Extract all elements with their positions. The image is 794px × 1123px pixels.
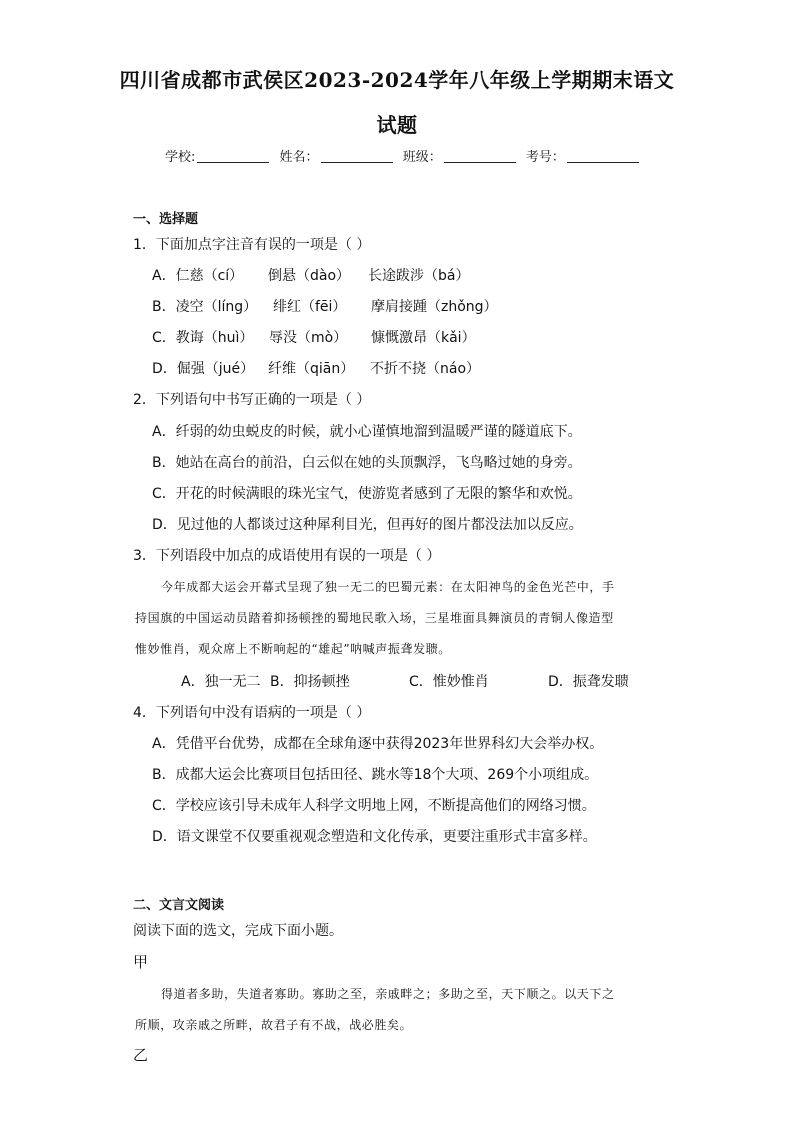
q1-c-2: 辱没（mò） [269,330,348,346]
section2-title: 二、文言文阅读 [133,898,225,913]
class-blank[interactable] [444,149,516,163]
number-label: 考号： [525,150,565,165]
passage-jia-label: 甲 [133,953,149,971]
q1-a-2: 倒悬（dào） [268,268,351,284]
q1-a-3: 长途跋涉（bá） [368,268,470,284]
q2-option-d[interactable]: D．见过他的人都谈过这种犀利目光，但再好的图片都没法加以反应。 [152,517,583,533]
q4-option-d[interactable]: D．语文课堂不仅要重视观念塑造和文化传承，更要注重形式丰富多样。 [152,829,597,845]
exam-title-line1: 四川省成都市武侯区2023-2024学年八年级上学期期末语文 [119,68,675,92]
passage-jia-line1: 得道者多助，失道者寡助。寡助之至，亲戚畔之；多助之至，天下顺之。以天下之 [161,987,615,1001]
section2-intro: 阅读下面的选文，完成下面小题。 [133,923,343,939]
q4-option-c[interactable]: C．学校应该引导未成年人科学文明地上网，不断提高他们的网络习惯。 [152,798,596,814]
q1-option-c[interactable] [152,327,476,347]
class-label: 班级： [402,150,442,165]
q2-option-b[interactable]: B．她站在高台的前沿，白云似在她的头顶飘浮，飞鸟略过她的身旁。 [152,455,582,471]
q2-option-c[interactable]: C．开花的时候满眼的珠光宝气，使游览者感到了无限的繁华和欢悦。 [152,486,582,502]
q4-stem: 4．下列语句中没有语病的一项是（ ） [133,705,371,721]
q2-stem: 2．下列语句中书写正确的一项是（ ） [133,392,371,408]
q1-b-3: 摩肩接踵（zhǒng） [371,299,498,315]
q4-option-b[interactable]: B．成都大运会比赛项目包括田径、跳水等18个大项、269个小项组成。 [152,767,599,783]
q3-option-c[interactable]: C．惟妙惟肖 [409,674,489,690]
q1-d-2: 纤维（qiān） [268,361,355,377]
q3-passage-line2: 持国旗的中国运动员踏着抑扬顿挫的蜀地民歌入场，三星堆面具舞演员的青铜人像造型 [135,611,614,625]
q1-d-3: 不折不挠（náo） [370,361,481,377]
q1-b-1: B．凌空（líng） [152,299,258,315]
name-blank[interactable] [321,149,393,163]
number-blank[interactable] [567,149,639,163]
q3-options [181,671,629,691]
q1-b-2: 绯红（fēi） [273,299,347,315]
q1-option-d[interactable] [152,358,480,378]
q3-option-b[interactable]: B．抑扬顿挫 [270,674,350,690]
q3-stem: 3．下列语段中加点的成语使用有误的一项是（ ） [133,548,441,564]
school-label: 学校: [165,150,196,165]
q3-passage-line1: 今年成都大运会开幕式呈现了独一无二的巴蜀元素：在太阳神鸟的金色光芒中，手 [161,580,615,594]
q3-passage-line3: 惟妙惟肖，观众席上不断响起的“雄起”呐喊声振聋发聩。 [135,642,451,656]
section1-title: 一、选择题 [133,212,199,227]
q1-c-3: 慷慨激昂（kǎi） [371,330,476,346]
q3-option-a[interactable]: A．独一无二 [181,674,261,690]
q2-option-a[interactable]: A．纤弱的幼虫蜕皮的时候，就小心谨慎地溜到温暖严谨的隧道底下。 [152,424,582,440]
q3-option-d[interactable]: D．振聋发聩 [548,674,629,690]
student-info-row [165,146,645,165]
q1-option-b[interactable] [152,296,498,316]
q4-option-a[interactable]: A．凭借平台优势，成都在全球角逐中获得2023年世界科幻大会举办权。 [152,736,604,752]
passage-jia-line2: 所顺，攻亲戚之所畔，故君子有不战，战必胜矣。 [135,1018,413,1032]
passage-yi-label: 乙 [133,1046,149,1064]
name-label: 姓名： [279,150,319,165]
exam-title-line2: 试题 [376,113,418,137]
school-blank[interactable] [197,149,269,163]
q1-stem: 1．下面加点字注音有误的一项是（ ） [133,237,371,253]
q1-a-1: A．仁慈（cí） [152,268,244,284]
q1-d-1: D．倔强（jué） [152,361,255,377]
q1-option-a[interactable] [152,265,469,285]
q1-c-1: C．教诲（huì） [152,330,254,346]
